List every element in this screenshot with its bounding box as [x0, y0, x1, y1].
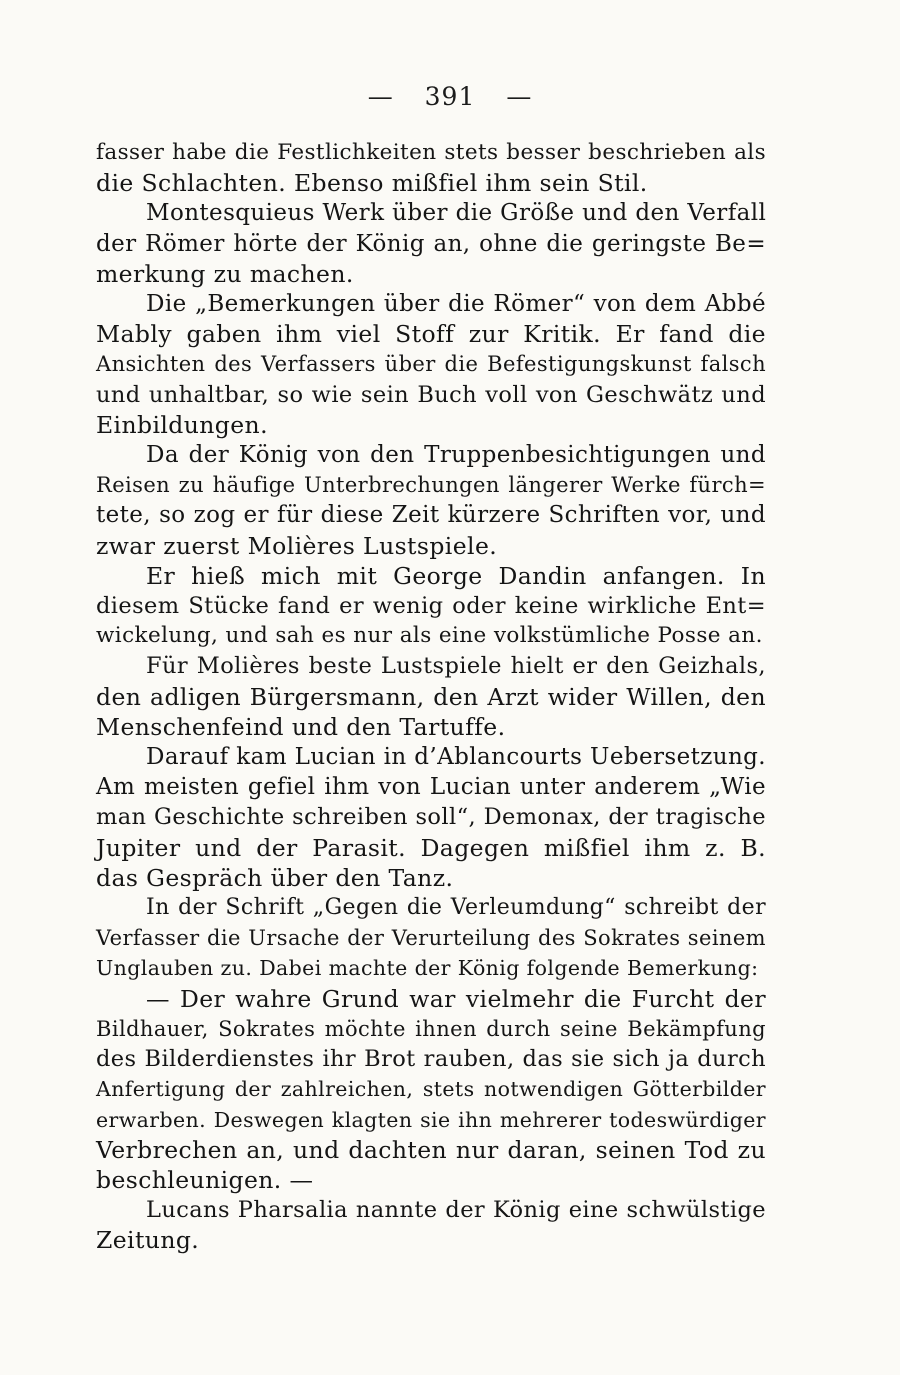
text-line: In der Schrift „Gegen die Verleumdung“ schreibt der: [146, 895, 766, 921]
text-line: Bildhauer, Sokrates möchte ihnen durch seine Bekämpfung: [96, 1016, 766, 1041]
text-line: der Römer hörte der König an, ohne die geringste Be=: [96, 230, 766, 257]
text-line: diesem Stücke fand er wenig oder keine wirkliche Ent=: [96, 593, 766, 620]
text-line: des Bilderdienstes ihr Brot rauben, das sie sich ja durch: [96, 1046, 766, 1073]
text-line: fasser habe die Festlichkeiten stets besser beschrieben als: [96, 140, 766, 165]
text-line: zwar zuerst Molières Lustspiele.: [96, 531, 498, 560]
text-line: den adligen Bürgersmann, den Arzt wider Willen, den: [96, 682, 766, 711]
text-line: wickelung, und sah es nur als eine volkstümliche Posse an.: [96, 623, 763, 649]
text-line: erwarben. Deswegen klagten sie ihn mehrerer todeswürdiger: [96, 1107, 766, 1132]
text-line: Unglauben zu. Dabei machte der König folgende Bemerkung:: [96, 956, 759, 981]
text-line: Mably gaben ihm viel Stoff zur Kritik. Er fand die: [96, 320, 766, 349]
text-line: Darauf kam Lucian in d’Ablancourts Uebersetzung.: [146, 744, 767, 771]
body-text: [96, 138, 766, 1256]
page-header: [0, 82, 900, 111]
text-line: die Schlachten. Ebenso mißfiel ihm sein Stil.: [96, 169, 648, 198]
text-line: Reisen zu häufige Unterbrechungen längerer Werke fürch=: [96, 473, 766, 498]
text-line: Verfasser die Ursache der Verurteilung des Sokrates seinem: [96, 926, 766, 951]
text-line: Montesquieus Werk über die Größe und den Verfall: [146, 200, 767, 227]
text-line: merkung zu machen.: [96, 259, 354, 288]
text-line: Die „Bemerkungen über die Römer“ von dem Abbé: [146, 291, 766, 318]
text-line: Er hieß mich mit George Dandin anfangen. In: [146, 561, 766, 590]
text-line: beschleunigen. —: [96, 1165, 314, 1194]
text-line: Zeitung.: [96, 1226, 200, 1255]
header-dash-right: —: [506, 82, 533, 111]
text-line: Lucans Pharsalia nannte der König eine schwülstige: [146, 1197, 766, 1224]
text-line: Anfertigung der zahlreichen, stets notwendigen Götterbilder: [96, 1077, 766, 1102]
page-number: 391: [424, 82, 476, 111]
text-line: Ansichten des Verfassers über die Befestigungskunst falsch: [96, 352, 766, 377]
text-line: tete, so zog er für diese Zeit kürzere Schriften vor, und: [96, 502, 766, 529]
text-line: Einbildungen.: [96, 410, 268, 439]
text-line: Verbrechen an, und dachten nur daran, seinen Tod zu: [96, 1135, 766, 1164]
text-line: Am meisten gefiel ihm von Lucian unter anderem „Wie: [96, 774, 766, 801]
text-line: man Geschichte schreiben soll“, Demonax, der tragische: [96, 804, 766, 831]
text-line: Jupiter und der Parasit. Dagegen mißfiel ihm z. B.: [96, 833, 766, 862]
text-line: Da der König von den Truppenbesichtigungen und: [146, 442, 766, 469]
text-line: Für Molières beste Lustspiele hielt er den Geizhals,: [146, 653, 766, 680]
text-line: das Gespräch über den Tanz.: [96, 863, 454, 892]
text-line: und unhaltbar, so wie sein Buch voll von Geschwätz und: [96, 381, 766, 408]
text-line: Menschenfeind und den Tartuffe.: [96, 712, 506, 741]
header-dash-left: —: [367, 82, 394, 111]
text-line: — Der wahre Grund war vielmehr die Furcht der: [146, 984, 766, 1013]
